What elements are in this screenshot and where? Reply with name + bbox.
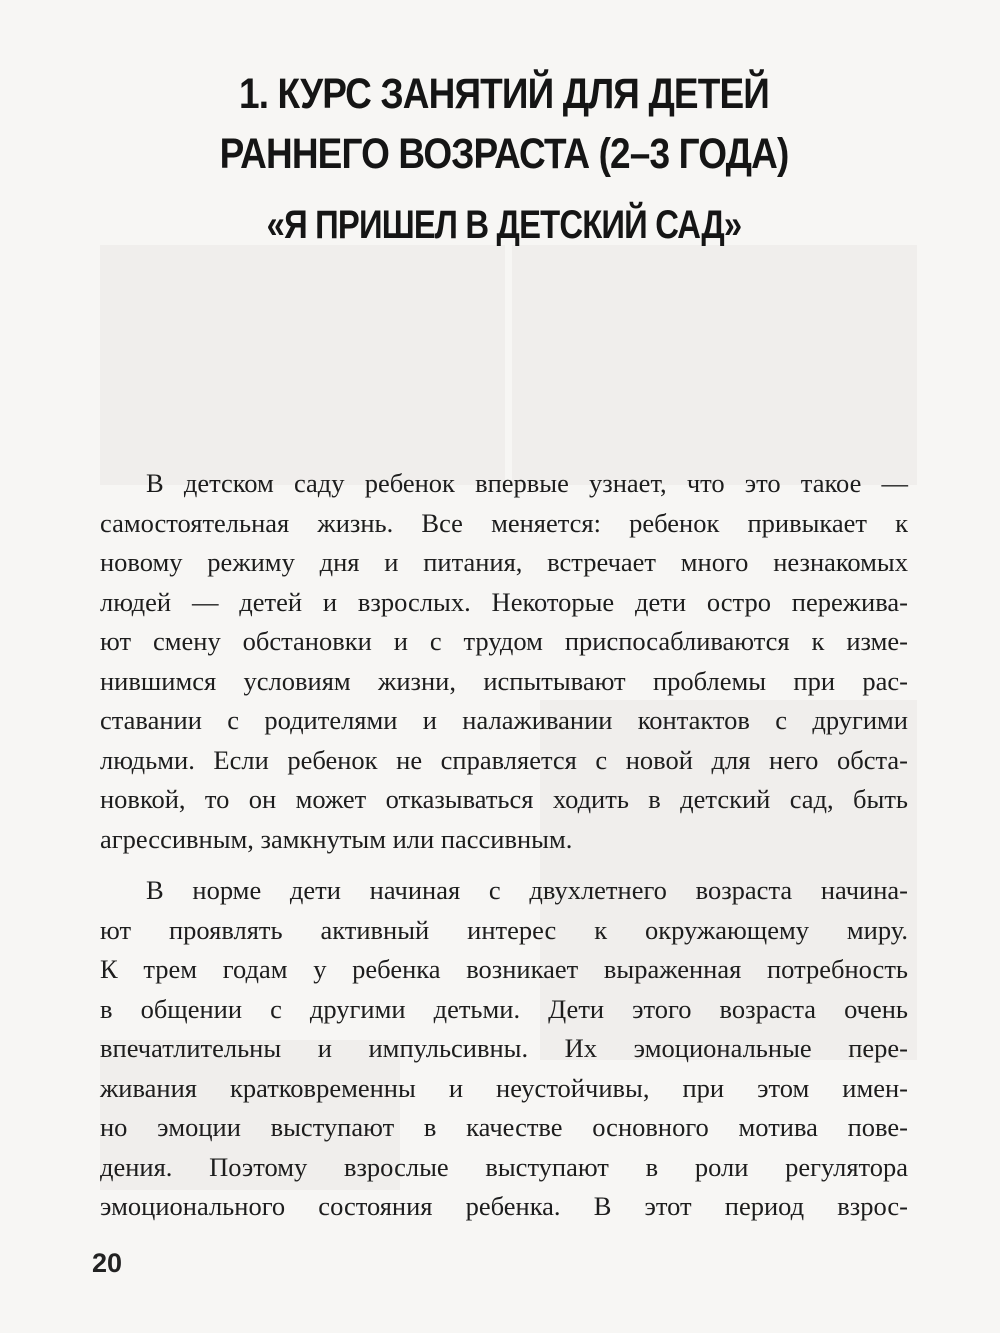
text-line: самостоятельная жизнь. Все меняется: ребенок привыкает к <box>100 507 908 538</box>
text-line: дения. Поэтому взрослые выступают в роли регулятора <box>100 1151 908 1182</box>
text-line: нившимся условиям жизни, испытывают проблемы при рас- <box>100 665 908 696</box>
text-line: ют проявлять активный интерес к окружающему миру. <box>100 914 908 945</box>
text-line: новому режиму дня и питания, встречает много незнакомых <box>100 547 908 577</box>
text-line: К трем годам у ребенка возникает выраженная потребность <box>100 954 908 984</box>
text-line: людьми. Если ребенок не справляется с новой для него обста- <box>100 744 908 775</box>
text-line: ют смену обстановки и с трудом приспосабливаются к изме- <box>100 626 908 656</box>
chapter-title-line-1: 1. КУРС ЗАНЯТИЙ ДЛЯ ДЕТЕЙ <box>238 70 770 118</box>
chapter-title-line-2: РАННЕГО ВОЗРАСТА (2–3 ГОДА) <box>219 130 789 178</box>
text-line: ставании с родителями и налаживании контактов с другими <box>100 705 908 735</box>
text-line: новкой, то он может отказываться ходить в детский сад, быть <box>100 784 908 814</box>
text-line: в общении с другими детьми. Дети этого возраста очень <box>100 993 908 1024</box>
text-line: В детском саду ребенок впервые узнает, что это такое — <box>146 468 908 498</box>
text-line: людей — детей и взрослых. Некоторые дети остро пережива- <box>100 586 908 617</box>
text-line: эмоционального состояния ребенка. В этот период взрос- <box>100 1191 908 1221</box>
text-line: впечатлительны и импульсивны. Их эмоциональные пере- <box>100 1033 908 1063</box>
page-number: 20 <box>92 1248 123 1278</box>
paragraph-2 <box>100 871 908 1227</box>
text-line: В норме дети начиная с двухлетнего возраста начина- <box>146 875 908 905</box>
paragraph-1 <box>100 464 908 859</box>
text-line: но эмоции выступают в качестве основного мотива пове- <box>100 1112 908 1142</box>
chapter-subtitle: «Я ПРИШЕЛ В ДЕТСКИЙ САД» <box>266 203 742 247</box>
bleed-through-panel <box>100 245 505 485</box>
text-line: живания кратковременны и неустойчивы, при этом имен- <box>100 1072 908 1103</box>
bleed-through-panel <box>512 245 917 485</box>
text-line: агрессивным, замкнутым или пассивным. <box>100 823 573 854</box>
